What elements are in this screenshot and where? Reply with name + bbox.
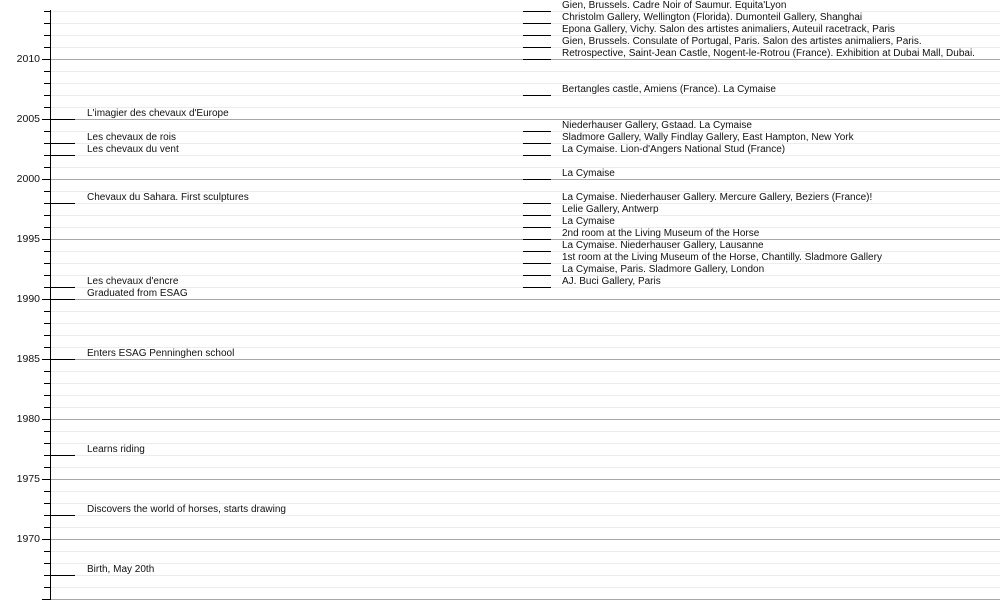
minor-gridline: [50, 395, 1000, 396]
minor-year-tick: [44, 35, 50, 36]
event-label: Christolm Gallery, Wellington (Florida). Dumonteil Gallery, Shanghai: [562, 12, 863, 23]
year-label: 1985: [16, 353, 40, 365]
minor-year-tick: [44, 131, 50, 132]
event-tick: [523, 95, 551, 96]
minor-gridline: [50, 467, 1000, 468]
event-label: AJ. Buci Gallery, Paris: [562, 276, 661, 287]
minor-year-tick: [44, 215, 50, 216]
minor-year-tick: [44, 395, 50, 396]
minor-year-tick: [44, 335, 50, 336]
minor-year-tick: [44, 71, 50, 72]
minor-year-tick: [44, 503, 50, 504]
minor-gridline: [50, 491, 1000, 492]
minor-year-tick: [44, 491, 50, 492]
year-label: 1990: [16, 293, 40, 305]
event-tick: [523, 131, 551, 132]
event-label: Les chevaux de rois: [87, 132, 176, 143]
minor-year-tick: [44, 587, 50, 588]
minor-gridline: [50, 71, 1000, 72]
minor-year-tick: [44, 407, 50, 408]
event-label: Birth, May 20th: [87, 564, 155, 575]
minor-gridline: [50, 587, 1000, 588]
event-label: Retrospective, Saint-Jean Castle, Nogent-le-Rotrou (France). Exhibition at Dubai Mall, Dubai.: [562, 48, 975, 59]
event-tick: [44, 143, 75, 144]
major-gridline: [50, 539, 1000, 540]
event-label: L'imagier des chevaux d'Europe: [87, 108, 229, 119]
minor-year-tick: [44, 347, 50, 348]
event-label: Bertangles castle, Amiens (France). La Cymaise: [562, 84, 776, 95]
event-label: Chevaux du Sahara. First sculptures: [87, 192, 249, 203]
y-axis: [50, 10, 51, 600]
event-tick: [523, 275, 551, 276]
event-label: Gien, Brussels. Cadre Noir of Saumur. Equita'Lyon: [562, 0, 787, 11]
event-label: La Cymaise. Lion-d'Angers National Stud (France): [562, 144, 786, 155]
minor-gridline: [50, 575, 1000, 576]
minor-year-tick: [44, 227, 50, 228]
event-label: Enters ESAG Penninghen school: [87, 348, 235, 359]
event-label: La Cymaise: [562, 216, 615, 227]
minor-year-tick: [44, 563, 50, 564]
year-label: 1980: [16, 413, 40, 425]
event-tick: [523, 179, 551, 180]
event-tick: [523, 203, 551, 204]
event-tick: [523, 155, 551, 156]
event-tick: [44, 299, 75, 300]
event-label: Sladmore Gallery, Wally Findlay Gallery, East Hampton, New York: [562, 132, 854, 143]
minor-year-tick: [44, 551, 50, 552]
event-tick: [523, 287, 551, 288]
minor-gridline: [50, 83, 1000, 84]
minor-gridline: [50, 527, 1000, 528]
event-label: La Cymaise. Niederhauser Gallery, Lausanne: [562, 240, 764, 251]
minor-year-tick: [44, 47, 50, 48]
event-tick: [44, 359, 75, 360]
year-label: 1970: [16, 533, 40, 545]
minor-year-tick: [44, 311, 50, 312]
minor-gridline: [50, 383, 1000, 384]
event-label: La Cymaise. Niederhauser Gallery. Mercure Gallery, Beziers (France)!: [562, 192, 873, 203]
event-label: Graduated from ESAG: [87, 288, 188, 299]
minor-year-tick: [44, 443, 50, 444]
event-label: Epona Gallery, Vichy. Salon des artistes animaliers, Auteuil racetrack, Paris: [562, 24, 895, 35]
event-tick: [523, 227, 551, 228]
event-label: 2nd room at the Living Museum of the Horse: [562, 228, 760, 239]
minor-gridline: [50, 323, 1000, 324]
event-tick: [44, 119, 75, 120]
event-tick: [44, 575, 75, 576]
minor-year-tick: [44, 167, 50, 168]
event-tick: [44, 455, 75, 456]
minor-year-tick: [44, 23, 50, 24]
year-label: 2005: [16, 113, 40, 125]
event-tick: [523, 11, 551, 12]
year-label: 1975: [16, 473, 40, 485]
minor-year-tick: [44, 251, 50, 252]
minor-year-tick: [44, 11, 50, 12]
event-tick: [523, 239, 551, 240]
event-label: 1st room at the Living Museum of the Horse, Chantilly. Sladmore Gallery: [562, 252, 882, 263]
minor-year-tick: [44, 83, 50, 84]
event-tick: [523, 35, 551, 36]
year-label: 2010: [16, 53, 40, 65]
major-year-tick: [42, 479, 50, 480]
major-year-tick: [42, 539, 50, 540]
major-gridline: [50, 299, 1000, 300]
event-label: Niederhauser Gallery, Gstaad. La Cymaise: [562, 120, 752, 131]
minor-gridline: [50, 443, 1000, 444]
event-tick: [523, 263, 551, 264]
minor-year-tick: [44, 431, 50, 432]
major-gridline: [50, 479, 1000, 480]
minor-gridline: [50, 335, 1000, 336]
minor-year-tick: [44, 107, 50, 108]
event-label: Les chevaux du vent: [87, 144, 179, 155]
event-tick: [523, 143, 551, 144]
minor-year-tick: [44, 191, 50, 192]
event-label: Learns riding: [87, 444, 145, 455]
minor-gridline: [50, 431, 1000, 432]
event-tick: [523, 215, 551, 216]
major-year-tick: [42, 239, 50, 240]
year-label: 1995: [16, 233, 40, 245]
minor-year-tick: [44, 527, 50, 528]
event-tick: [523, 23, 551, 24]
event-label: La Cymaise: [562, 168, 615, 179]
minor-year-tick: [44, 275, 50, 276]
minor-gridline: [50, 551, 1000, 552]
year-label: 2000: [16, 173, 40, 185]
minor-year-tick: [44, 371, 50, 372]
event-tick: [44, 203, 75, 204]
event-tick: [44, 155, 75, 156]
minor-year-tick: [44, 323, 50, 324]
major-year-tick: [42, 419, 50, 420]
event-tick: [44, 515, 75, 516]
event-tick: [44, 287, 75, 288]
event-label: Discovers the world of horses, starts drawing: [87, 504, 286, 515]
minor-gridline: [50, 407, 1000, 408]
minor-year-tick: [44, 263, 50, 264]
event-tick: [523, 47, 551, 48]
major-year-tick: [42, 179, 50, 180]
event-tick: [523, 251, 551, 252]
event-tick: [523, 59, 551, 60]
minor-gridline: [50, 311, 1000, 312]
minor-gridline: [50, 455, 1000, 456]
minor-year-tick: [44, 467, 50, 468]
event-label: La Cymaise, Paris. Sladmore Gallery, London: [562, 264, 765, 275]
minor-year-tick: [44, 95, 50, 96]
minor-year-tick: [44, 383, 50, 384]
event-label: Lelie Gallery, Antwerp: [562, 204, 659, 215]
minor-gridline: [50, 371, 1000, 372]
event-label: Gien, Brussels. Consulate of Portugal, Paris. Salon des artistes animaliers, Paris.: [562, 36, 922, 47]
major-gridline: [50, 419, 1000, 420]
minor-gridline: [50, 167, 1000, 168]
minor-gridline: [50, 563, 1000, 564]
event-label: Les chevaux d'encre: [87, 276, 179, 287]
major-year-tick: [42, 59, 50, 60]
